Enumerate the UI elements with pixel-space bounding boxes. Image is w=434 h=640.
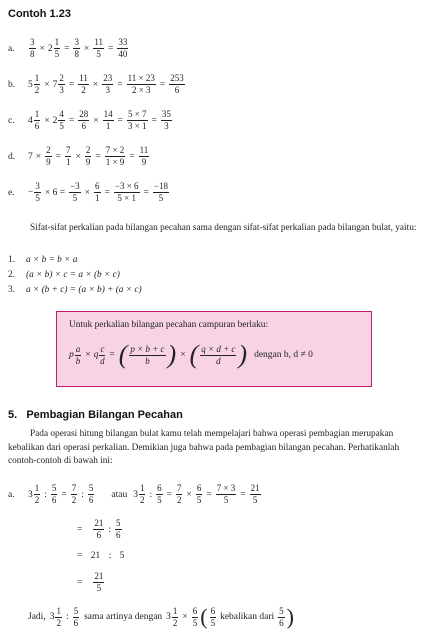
property-number: 3. xyxy=(8,285,15,295)
conclusion-line: Jadi, 3 $\frac{1}{2}$ : $\frac{5}{6}$ sama artinya dengan 3 $\frac{1}{2}$ × $\frac{6}{5}$ ( $\frac{6}{5}$ kebalikan dari $\frac{5}{6}$ ) xyxy=(28,604,294,629)
example-b: b. 5 $\frac{1}{2}$ × 7 $\frac{2}{3}$ = $\frac{11}{2}$ × $\frac{23}{3}$ = $\frac{11 \times 23}{2 \times 3}$ = $\frac{253}{6}$ xyxy=(8,73,184,95)
sama-artinya-text: sama artinya dengan xyxy=(84,612,163,622)
page-title: Contoh 1.23 xyxy=(8,8,71,20)
example-label: a. xyxy=(8,43,15,54)
example-label: a. xyxy=(8,489,15,500)
box-caption: Untuk perkalian bilangan pecahan campuran berlaku: xyxy=(69,320,269,330)
example-label: b. xyxy=(8,79,16,90)
mixed-fraction-rule-box xyxy=(56,311,372,387)
example-label: c. xyxy=(8,115,15,126)
kebalikan-text: kebalikan dari xyxy=(220,612,275,622)
division-step-3: = 21 : 5 xyxy=(77,551,125,561)
atau-word: atau xyxy=(111,489,128,500)
section-paragraph: Pada operasi hitung bilangan bulat kamu telah mempelajari bahwa operasi pembagian merupakan kebalikan dari operasi perkalian. Demikian juga bahwa pada pembagian bilangan pecahan. Perhatikanlah contoh-contoh di bawah ini: xyxy=(8,429,400,466)
property-3 xyxy=(8,284,142,298)
example-label: d. xyxy=(8,151,16,162)
property-text: a × b = b × a xyxy=(26,255,78,265)
property-text: a × (b + c) = (a × b) + (a × c) xyxy=(26,285,142,295)
property-text: (a × b) × c = a × (b × c) xyxy=(26,270,120,280)
properties-intro: Sifat-sifat perkalian pada bilangan pecahan sama dengan sifat-sifat perkalian pada bilangan bulat, yaitu: xyxy=(30,223,417,233)
example-d: d. 7 × $\frac{2}{9}$ = $\frac{7}{1}$ × $\frac{2}{9}$ = $\frac{7 \times 2}{1 \times 9}$ = $\frac{11}{9}$ xyxy=(8,145,149,167)
jadi-word: Jadi, xyxy=(28,612,46,622)
division-example-a: a. 3 $\frac{1}{2}$ : $\frac{5}{6}$ = $\frac{7}{2}$ : $\frac{5}{6}$ atau 3 $\frac{1}{2}$ : $\frac{6}{5}$ = $\frac{7}{2}$ × $\frac{6}{5}$ = $\frac{7 \times 3}{5}$ = $\frac{21}{5}$ xyxy=(8,483,260,505)
example-label: e. xyxy=(8,187,15,198)
division-step-2: = $\frac{21}{6}$ : $\frac{5}{6}$ xyxy=(77,518,121,540)
property-number: 2. xyxy=(8,270,15,280)
example-a: a. $\frac{3}{8}$ × 2 $\frac{1}{5}$ = $\frac{3}{8}$ × $\frac{11}{5}$ = $\frac{33}{40}$ xyxy=(8,37,128,59)
property-2 xyxy=(8,269,120,283)
example-c: c. 4 $\frac{1}{6}$ × 2 $\frac{4}{5}$ = $\frac{28}{6}$ × $\frac{14}{1}$ = $\frac{5 \times 7}{3 \times 1}$ = $\frac{35}{3}$ xyxy=(8,109,171,131)
example-e: e. − $\frac{3}{5}$ × 6 = $\frac{-3}{5}$ × $\frac{6}{1}$ = $\frac{-3 \times 6}{5 \times 1}$ = $\frac{-18}{5}$ xyxy=(8,181,168,203)
box-condition: dengan b, d ≠ 0 xyxy=(254,350,313,360)
division-step-4: = $\frac{21}{5}$ xyxy=(77,571,104,593)
property-number: 1. xyxy=(8,255,15,265)
property-1 xyxy=(8,254,77,268)
box-formula: p $\frac{a}{b}$ × q $\frac{c}{d}$ = ( $\frac{p \times b + c}{b}$ ) × ( $\frac{q \times d + c}{d}$ ) dengan b, d ≠ 0 xyxy=(69,340,313,369)
section-heading: 5. Pembagian Bilangan Pecahan xyxy=(8,409,183,421)
